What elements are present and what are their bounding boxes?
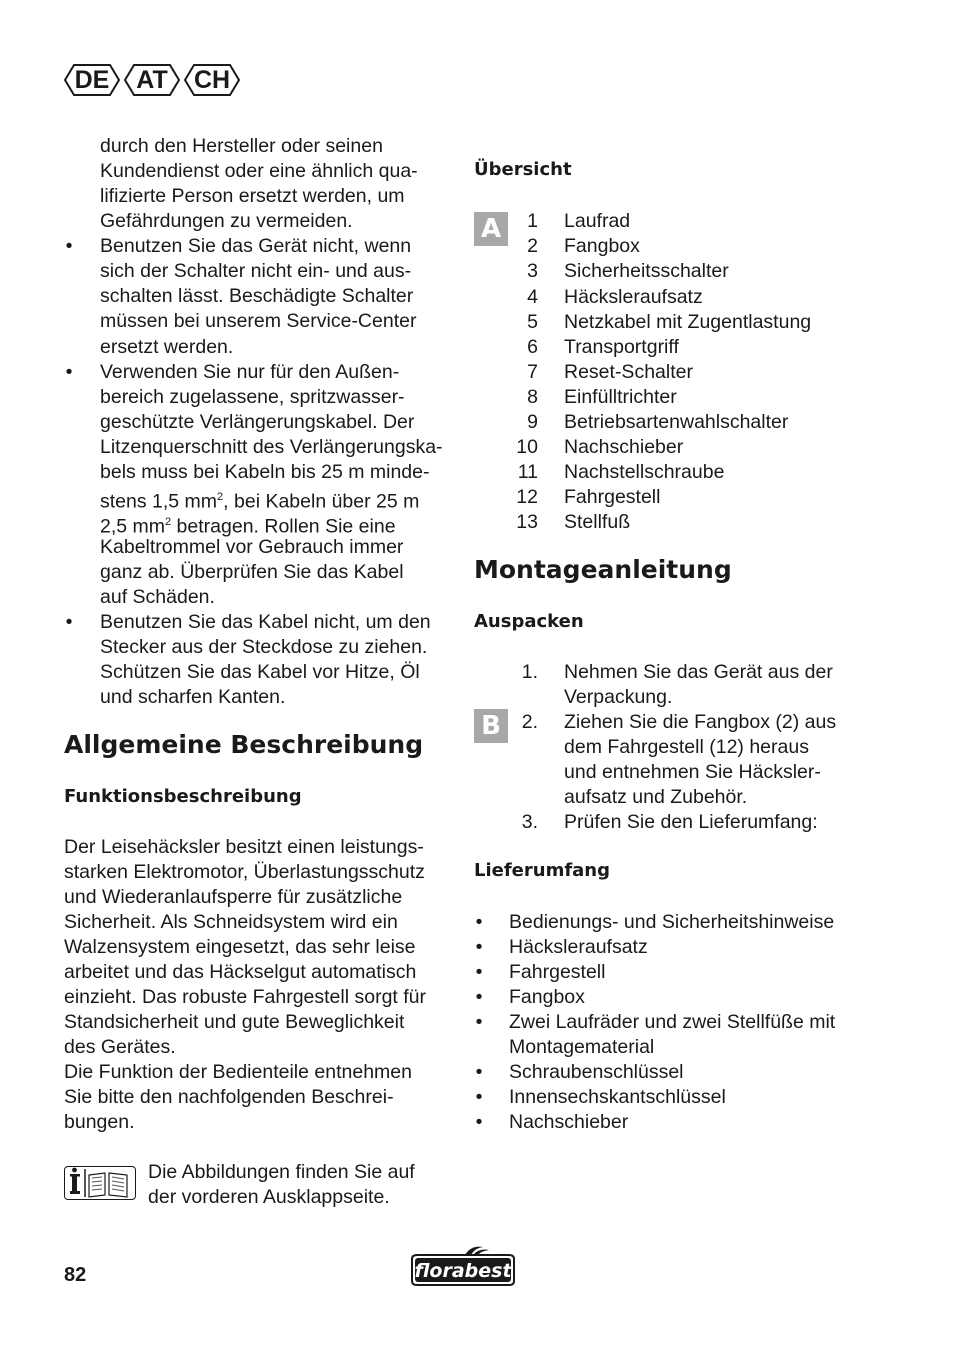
intro-line: Gefährdungen zu vermeiden. [100, 210, 353, 232]
paragraph-line: Die Funktion der Bedienteile entnehmen [64, 1061, 412, 1083]
overview-label: Betriebsartenwahlschalter [564, 411, 789, 433]
heading-overview: Übersicht [474, 159, 572, 180]
overview-label: Stellfuß [564, 511, 631, 533]
overview-label: Fahrgestell [564, 486, 661, 508]
intro-line: Kundendienst oder eine ähnlich qua- [100, 160, 418, 182]
bullet-line: geschützte Verlängerungskabel. Der [100, 411, 415, 433]
bullet-dot: • [65, 611, 73, 633]
delivery-item: Fahrgestell [509, 961, 606, 983]
paragraph-line: und Wiederanlaufsperre für zusätzliche [64, 886, 403, 908]
paragraph-line: Sie bitte den nachfolgenden Beschrei- [64, 1086, 394, 1108]
overview-label: Häcksleraufsatz [564, 286, 703, 308]
intro-line: lifizierte Person ersetzt werden, um [100, 185, 405, 207]
country-badge-ch: CH [184, 64, 240, 96]
delivery-item: Montagematerial [509, 1036, 655, 1058]
step-number: 1. [521, 661, 538, 683]
step-line: Verpackung. [564, 686, 673, 708]
step-line: Ziehen Sie die Fangbox (2) aus [564, 711, 837, 733]
overview-label: Reset-Schalter [564, 361, 693, 383]
step-number: 3. [521, 811, 538, 833]
country-badge-at: AT [124, 64, 180, 96]
overview-label: Netzkabel mit Zugentlastung [564, 311, 812, 333]
bullet-dot: • [475, 986, 483, 1008]
info-note-line: der vorderen Ausklappseite. [148, 1186, 390, 1208]
bullet-dot: • [65, 235, 73, 257]
bullet-line: schalten lässt. Beschädigte Schalter [100, 285, 414, 307]
overview-number: 7 [527, 361, 538, 383]
step-line: Prüfen Sie den Lieferumfang: [564, 811, 818, 833]
overview-label: Einfülltrichter [564, 386, 677, 408]
step-line: dem Fahrgestell (12) heraus [564, 736, 809, 758]
bullet-line: 2,5 $mm^2$ betragen. Rollen Sie eine [100, 515, 396, 538]
overview-label: Sicherheitsschalter [564, 260, 729, 282]
paragraph-line: bungen. [64, 1111, 135, 1133]
bullet-line: bereich zugelassene, spritzwasser- [100, 386, 405, 408]
step-line: Nehmen Sie das Gerät aus der [564, 661, 833, 683]
bullet-dot: • [475, 936, 483, 958]
delivery-item: Häcksleraufsatz [509, 936, 648, 958]
bullet-dot: • [475, 911, 483, 933]
bullet-dot: • [475, 1111, 483, 1133]
delivery-item: Nachschieber [509, 1111, 629, 1133]
paragraph-line: einzieht. Das robuste Fahrgestell sorgt für [64, 986, 427, 1008]
heading-function-description: Funktionsbeschreibung [64, 786, 302, 807]
paragraph-line: Der Leisehäcksler besitzt einen leistungs- [64, 836, 424, 858]
overview-number: 2 [527, 235, 538, 257]
info-note-line: Die Abbildungen finden Sie auf [148, 1161, 415, 1183]
intro-line: durch den Hersteller oder seinen [100, 135, 383, 157]
delivery-item: Schraubenschlüssel [509, 1061, 684, 1083]
figure-label-b: B [474, 709, 508, 743]
page-number: 82 [64, 1264, 87, 1286]
bullet-dot: • [475, 1011, 483, 1033]
bullet-dot: • [65, 361, 73, 383]
bullet-line: Verwenden Sie nur für den Außen- [100, 361, 400, 383]
bullet-line: Stecker aus der Steckdose zu ziehen. [100, 636, 428, 658]
bullet-dot: • [475, 1086, 483, 1108]
svg-text:florabest: florabest [414, 1260, 512, 1282]
paragraph-line: Walzensystem eingesetzt, das sehr leise [64, 936, 416, 958]
overview-number: 13 [516, 511, 538, 533]
overview-label: Laufrad [564, 210, 631, 232]
overview-number: 3 [527, 260, 538, 282]
bullet-line: ganz ab. Überprüfen Sie das Kabel [100, 561, 404, 583]
step-line: und entnehmen Sie Häcksler- [564, 761, 821, 783]
country-badge-de: DE [64, 64, 120, 96]
heading-unpack: Auspacken [474, 611, 584, 632]
overview-number: 5 [527, 311, 538, 333]
bullet-line: auf Schäden. [100, 586, 215, 608]
bullet-line: und scharfen Kanten. [100, 686, 286, 708]
overview-number: 1 [527, 210, 538, 232]
bullet-line: Kabeltrommel vor Gebrauch immer [100, 536, 404, 558]
bullet-dot: • [475, 1061, 483, 1083]
bullet-line: sich der Schalter nicht ein- und aus- [100, 260, 412, 282]
paragraph-line: des Gerätes. [64, 1036, 176, 1058]
overview-number: 4 [527, 286, 538, 308]
delivery-item: Bedienungs- und Sicherheitshinweise [509, 911, 835, 933]
country-badges [64, 64, 240, 96]
overview-label: Fangbox [564, 235, 640, 257]
overview-label: Nachstellschraube [564, 461, 725, 483]
heading-delivery-scope: Lieferumfang [474, 860, 611, 881]
overview-label: Nachschieber [564, 436, 684, 458]
paragraph-line: Sicherheit. Als Schneidsystem wird ein [64, 911, 398, 933]
delivery-item: Innensechskantschlüssel [509, 1086, 726, 1108]
paragraph-line: Standsicherheit und gute Beweglichkeit [64, 1011, 405, 1033]
bullet-line: Litzenquerschnitt des Verlängerungska- [100, 436, 443, 458]
bullet-line: ersetzt werden. [100, 336, 234, 358]
overview-number: 9 [527, 411, 538, 433]
bullet-line: müssen bei unserem Service-Center [100, 310, 417, 332]
bullet-line: Schützen Sie das Kabel vor Hitze, Öl [100, 661, 420, 683]
figure-label-a: A [474, 212, 508, 246]
delivery-item: Zwei Laufräder und zwei Stellfüße mit [509, 1011, 836, 1033]
info-book-icon [64, 1166, 136, 1200]
florabest-logo [409, 1244, 517, 1293]
bullet-line: bels muss bei Kabeln bis 25 m minde- [100, 461, 430, 483]
overview-number: 8 [527, 386, 538, 408]
heading-assembly: Montageanleitung [474, 555, 732, 584]
overview-label: Transportgriff [564, 336, 679, 358]
overview-number: 11 [517, 461, 538, 483]
bullet-line: Benutzen Sie das Kabel nicht, um den [100, 611, 431, 633]
step-line: aufsatz und Zubehör. [564, 786, 748, 808]
bullet-dot: • [475, 961, 483, 983]
heading-general-description: Allgemeine Beschreibung [64, 730, 424, 759]
paragraph-line: arbeitet und das Häckselgut automatisch [64, 961, 417, 983]
overview-number: 12 [516, 486, 538, 508]
delivery-item: Fangbox [509, 986, 585, 1008]
bullet-line: Benutzen Sie das Gerät nicht, wenn [100, 235, 412, 257]
overview-number: 6 [527, 336, 538, 358]
step-number: 2. [521, 711, 538, 733]
bullet-line: stens 1,5 $mm^2$, bei Kabeln über 25 m [100, 490, 420, 513]
overview-number: 10 [516, 436, 538, 458]
paragraph-line: starken Elektromotor, Überlastungsschutz [64, 861, 425, 883]
